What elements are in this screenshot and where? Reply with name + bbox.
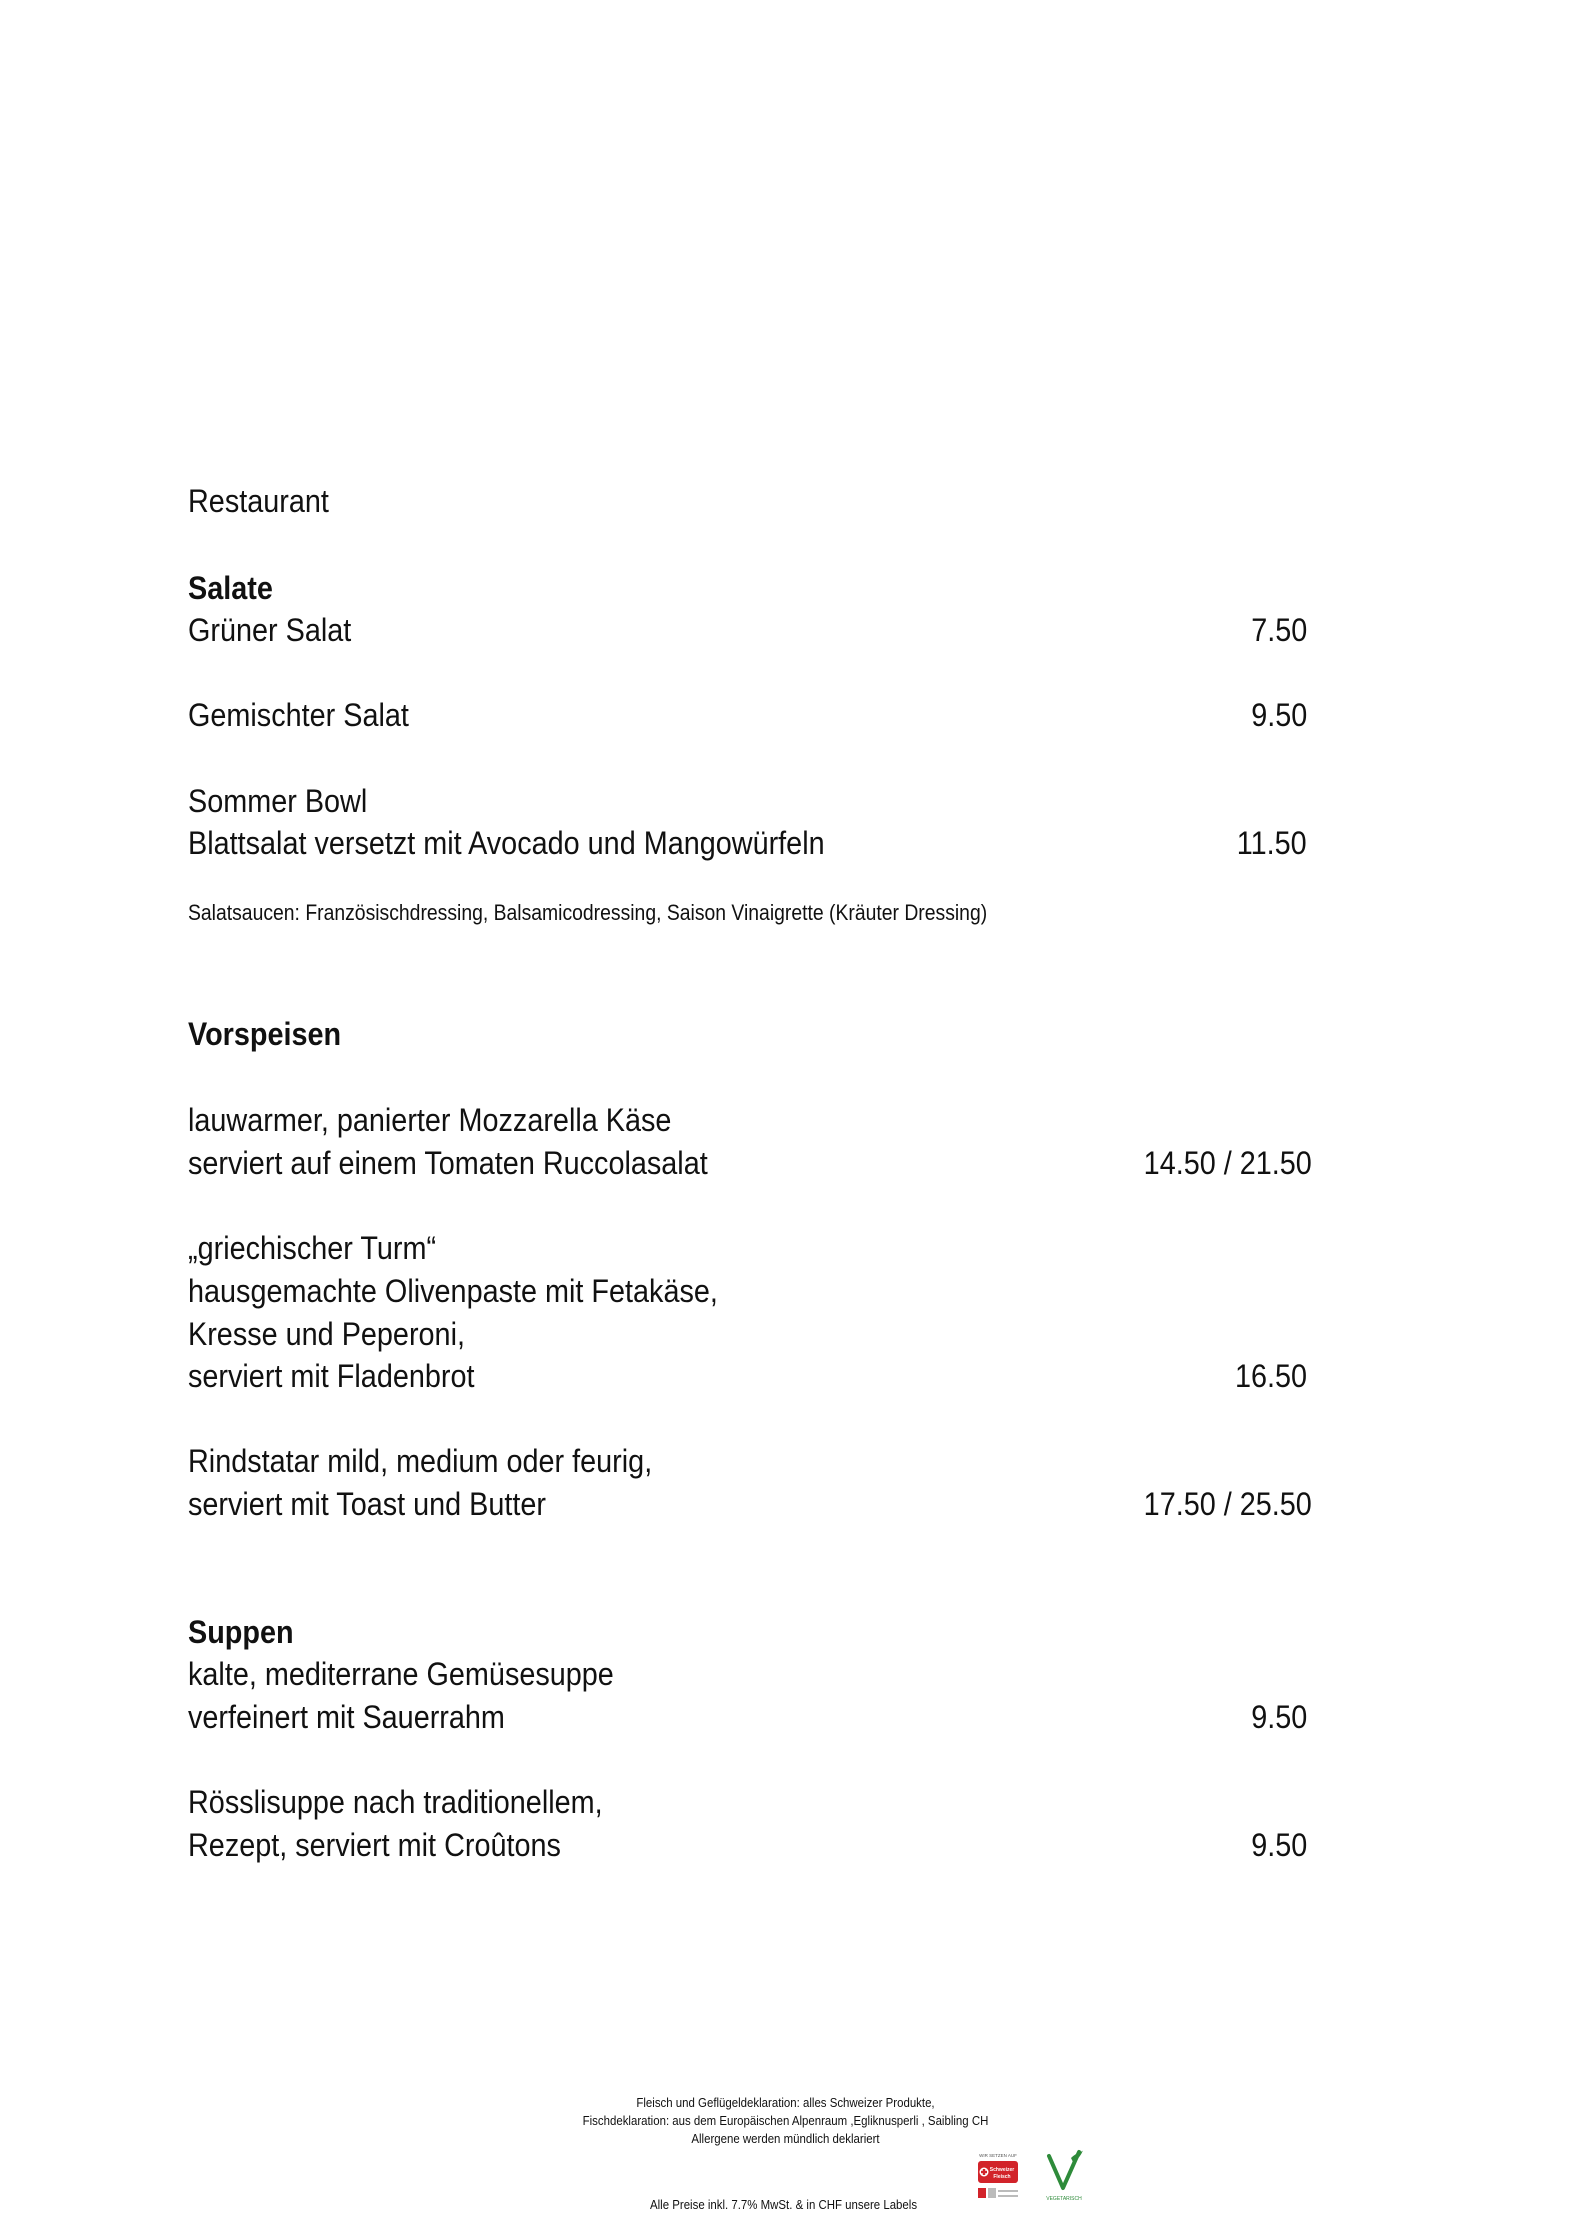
menu-item-name: Gemischter Salat: [188, 697, 409, 733]
section-heading-vorspeisen: Vorspeisen: [188, 1016, 342, 1052]
footer-allergen-note: Allergene werden mündlich deklariert: [691, 2131, 880, 2146]
menu-item-name: Rösslisuppe nach traditionellem,: [188, 1784, 603, 1820]
menu-item-description: hausgemachte Olivenpaste mit Fetakäse,: [188, 1273, 718, 1309]
menu-item-price: 9.50: [1250, 1699, 1307, 1735]
footer-meat-declaration: Fleisch und Geflügeldeklaration: alles Schweizer Produkte,: [636, 2095, 935, 2110]
menu-item-price: 11.50: [1237, 825, 1307, 861]
svg-text:Schweizer: Schweizer: [989, 2167, 1015, 2173]
menu-item-price: 9.50: [1250, 697, 1307, 733]
menu-item-price: 14.50 / 21.50: [1143, 1145, 1312, 1181]
menu-item-description: serviert mit Toast und Butter: [188, 1486, 547, 1522]
svg-text:Fleisch: Fleisch: [993, 2174, 1011, 2180]
menu-item-name: Sommer Bowl: [188, 783, 368, 819]
menu-item-description: verfeinert mit Sauerrahm: [188, 1699, 505, 1735]
vegetarian-label-icon: [1043, 2148, 1085, 2204]
menu-item-description: Kresse und Peperoni,: [188, 1316, 465, 1352]
swiss-meat-label-small-text: WIR SETZEN AUF: [979, 2153, 1017, 2158]
menu-item-price: 16.50: [1234, 1358, 1307, 1394]
menu-item-name: Grüner Salat: [188, 612, 352, 648]
menu-item-price: 7.50: [1250, 612, 1307, 648]
menu-item-description: serviert mit Fladenbrot: [188, 1358, 475, 1394]
salad-dressing-note: Salatsaucen: Französischdressing, Balsamicodressing, Saison Vinaigrette (Kräuter Dressing): [188, 900, 988, 925]
menu-item-name: Rindstatar mild, medium oder feurig,: [188, 1443, 653, 1479]
section-heading-suppen: Suppen: [188, 1614, 294, 1650]
menu-item-description: serviert auf einem Tomaten Ruccolasalat: [188, 1145, 708, 1181]
menu-item-name: „griechischer Turm“: [188, 1230, 437, 1266]
menu-item-name: kalte, mediterrane Gemüsesuppe: [188, 1656, 614, 1692]
menu-item-description: Blattsalat versetzt mit Avocado und Mangowürfeln: [188, 825, 825, 861]
footer-fish-declaration: Fischdeklaration: aus dem Europäischen Alpenraum ,Egliknusperli , Saibling CH: [582, 2113, 989, 2128]
menu-item-price: 17.50 / 25.50: [1143, 1486, 1312, 1522]
footer-price-note: Alle Preise inkl. 7.7% MwSt. & in CHF unsere Labels: [650, 2197, 918, 2212]
menu-item-price: 9.50: [1250, 1827, 1307, 1863]
menu-item-name: lauwarmer, panierter Mozzarella Käse: [188, 1102, 672, 1138]
section-heading-salate: Salate: [188, 570, 273, 606]
page-title: Restaurant: [188, 483, 329, 519]
swiss-meat-label-icon: [972, 2150, 1024, 2206]
menu-item-description: Rezept, serviert mit Croûtons: [188, 1827, 561, 1863]
vegetarian-label-text: VEGETARISCH: [1046, 2196, 1082, 2202]
